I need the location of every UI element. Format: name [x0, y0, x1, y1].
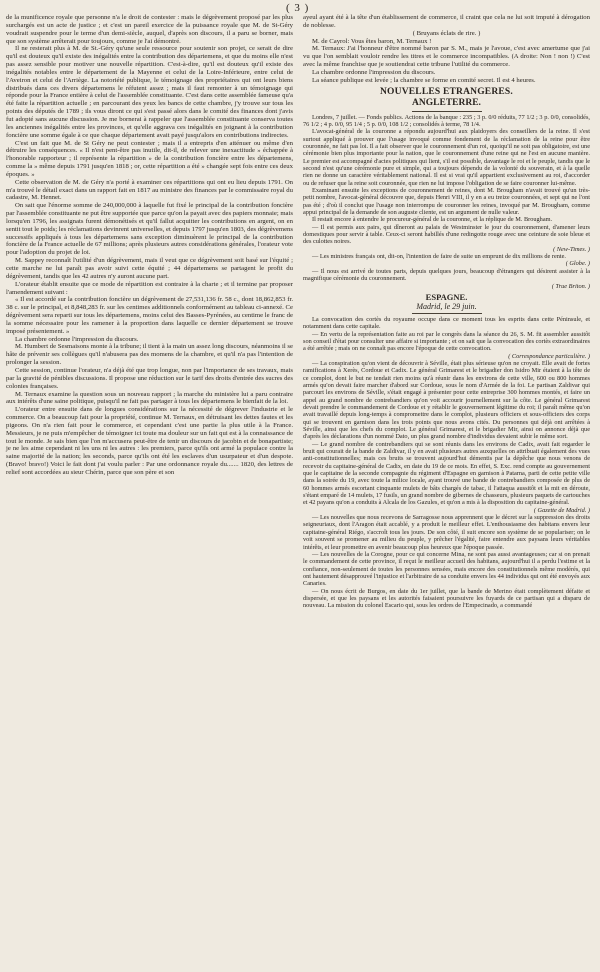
- paragraph: La séance publique est levée ; la chambre se forme en comité secret. Il est 4 heures.: [312, 76, 536, 84]
- section-title: NOUVELLES ETRANGERES.: [379, 86, 513, 97]
- source-credit: ( Globe. ): [565, 260, 590, 268]
- paragraph: La convocation des cortès du royaume occupe dans ce moment tous les esprits dans cette Péninsule, et notamment dans cette capitale.: [303, 315, 590, 331]
- paragraph: ( Bruyans éclats de rire. ): [412, 29, 481, 37]
- paragraph: L'avocat-général de la couronne a répondu aujourd'hui aux plaidoyers des conseillers de la reine. Il s'est surtout appliqué à prouver que l'usage invoqué comme fondement de la réclamation de la reine pour être couronnée, ne fait pas loi. Il a fait observer que le couronnement d'un roi, quoiqu'il ne soit pas obligatoire, est une cérémonie bien plus importante pour la nation, que le couronnement d'une reine qui ne l'est en aucune manière. Le premier est accompagné d'actes politiques qui lient, s'il est possible, davantage le roi et le peuple, tandis que le second n'est qu'une cérémonie pure et simple, qui a toujours dépendu de la volonté du souverain, et à la quelle rien ne donne un caractère véritablement national. Il est si vrai qu'il appartient exclusivement au roi, d'accorder ou de refuser que la reine soit couronnée, que rien ne lui impose l'obligation de se faire couronner lui-même.: [303, 128, 590, 187]
- paragraph: La chambre ordonne l'impression du discours.: [15, 335, 139, 343]
- paragraph: — Il est permis aux pairs, qui dîneront au palais de Westminster le jour du couronnement, d'amener leurs domestiques pour servir à table. Ceux-ci seront habillés d'une redingotte rouge avec une ceinture de soie bleue et des culottes noires.: [303, 223, 590, 246]
- divider: [412, 313, 482, 314]
- dateline: Madrid, le 29 juin.: [416, 301, 477, 311]
- england-heading: ANGLETERRE.: [412, 97, 481, 108]
- right-column: [303, 14, 590, 610]
- paragraph: C'est un fait que M. de St Géry ne peut contester ; mais il a entrepris d'en atténuer ou même d'en détruire les conséquences. « Il n'est pent-être pas inutile, dit-il, de relever une inexactitude » échappée à l'honorable rapporteur ; il représente la répartition » de la contribution foncière entre les départemens, comme la » même depuis 1791 jusqu'en 1818 ; or, cette répartition a été » changée sept fois entre ces deux époques. »: [6, 139, 293, 178]
- paragraph: Cette observation de M. de Géry n'a porté à examiner ces répartitions qui ont eu lieu depuis 1791. On m'a trouvé le détail exact dans un rapport fait en 1817 au ministre des finances par le commissaire royal du cadastre, M. Hennet.: [6, 178, 293, 202]
- paragraph: M. de Cayrol: Vous êtes baron, M. Ternaux !: [312, 37, 432, 45]
- paragraph: M. Humbert de Sesmaisons monte à la tribune; il tient à la main un assez long discours, néanmoins il se hâte de prévenir ses collègues qu'il n'abusera pas des momens de la chambre, et qu'il n'a pas l'intention de prolonger la session.: [6, 343, 293, 367]
- paragraph: — Les ministres français ont, dit-on, l'intention de faire de suite un emprunt de dix millions de rente.: [312, 253, 566, 261]
- paragraph: — Il nous est arrivé de toutes parts, depuis quelques jours, beaucoup d'étrangers qui désirent assister à la magnifique cérémonie du couronnement.: [303, 267, 590, 283]
- paragraph: ayeul ayant été à la tête d'un établissement de commerce, il craint que cela ne lui soit imputé à dérogation de noblesse.: [303, 14, 590, 29]
- source-credit: ( Gazette de Madrid. ): [533, 506, 590, 514]
- paragraph: de la munificence royale que personne n'a le droit de contester : mais le dégrèvement proposé par les plus surchargés est un acte de justice ; et c'est un pareil exercice de la puissance royale que M. de St-Géry voudrait suspendre pour le terme d'un demi-siècle, auquel, d'après son discours, il a paru se borner, mais que son système arrêterait pour toujours, comme je l'ai démontré.: [6, 14, 293, 45]
- paragraph: M. Ternaux examine la question sous un nouveau rapport ; la marche du ministère lui a paru contraire aux intérêts d'une saine politique, puisqu'il ne fait pas partager à tous les départemens le bienfait de la loi.: [6, 390, 293, 406]
- paragraph: — Les nouvelles que nous recevons de Sarragosse nous apprennent que le décret sur la suppression des droits seigneuriaux, dont l'Aragon était accablé, y a produit le meilleur effet. L'enthousiasme des habitans envers leur capitaine-général Riégo, s'accroît tous les jours. De son côté, il suit encore son système de se populariser; on le voit souvent se promener au milieu du peuple, y prêcher l'égalité, faire entendre aux paysans leurs véritables intérêts, et leur promettre en avenir beaucoup plus heureux que l'époque passée.: [303, 514, 590, 551]
- paragraph: Cette session, continue l'orateur, n'a déjà été que trop longue, non par l'importance de ses travaux, mais par la gravité de pénibles discussions. Il propose une réduction sur le tarif des droits d'entrée des sucres des colonies françaises.: [6, 366, 293, 390]
- paragraph: On sait que l'énorme somme de 240,000,000 à laquelle fut fixé le principal de la contribution foncière par l'assemblée constituante ne put être supportée que parce qu'on la payait avec des papiers monnaie; mais lorsqu'en 1796, les assignats furent démonétisés et qu'il fallut acquitter les contributions en argent, on en sentit tout le poids; les réclamations devinrent universelles, et depuis 1797 jusqu'en 1803, des dégrèvemens successifs appliqués à tous les départemens sans exception diminuèrent le principal de la contribution foncière de la France actuelle de 67 millions; après plusieurs autres considérations générales, l'orateur vote pour l'adoption du projet de loi.: [6, 202, 293, 257]
- paragraph: M. Sappey reconnaît l'utilité d'un dégrèvement, mais il veut que ce dégrèvement soit basé sur l'équité ; cette marche ne lui paraît pas avoir suivi cette équité ; 44 départemens se partagent le profit du dégrèvement, tandis que les 42 autres n'y auront aucune part.: [6, 257, 293, 280]
- paragraph: — On nous écrit de Burgos, en date du 1er juillet, que la bande de Merino était complètement défaite et dispersée, et que les paysans et les autorités faisaient poursuivre les fuyards de ce partisan qui a disparu de nouveau. La mission du colonel Escario qui, sous les ordres de l'Empecinado, a commandé: [303, 587, 590, 610]
- paragraph: Londres, 7 juillet. — Fonds publics. Actions de la banque : 235 ; 3 p. 0/0 réduits, 77 1/2 ; 3 p. 0/0, consolidés, 76 1/2 ; 4 p. 0/0, 95 1/4 ; 5 p. 0/0, 108 1/2 ; consolidés à terme, 78 1/4.: [303, 113, 590, 128]
- paragraph: « Il est accordé sur la contribution foncière un dégrèvement de 27,531,136 fr. 58 c., dont 18,862,853 fr. 38 c. sur le principal, et 8,848,283 fr. sur les centimes additionnels conformément au tableau ci-annexé. Ce dégrèvement sera reparti sur tous les départemens, moins celui des Basses-Pyrénées, au centime le franc de la somme nécessaire pour les ramener à la proportion dans laquelle ce dernier département se trouve imposé présentement. »: [6, 296, 293, 335]
- source-credit: ( True Briton. ): [551, 282, 590, 290]
- paragraph: L'orateur établit ensuite que ce mode de répartition est contraire à la charte ; et il termine par proposer l'amendement suivant :: [6, 280, 293, 296]
- paragraph: — Les nouvelles de la Corogne, pour ce qui concerne Mina, ne sont pas aussi avantageuses; car si on prenait le commandement de cette province, il reçut le meilleur accueil des habitans, aujourd'hui il a perdu l'estime et la confiance, non-seulement de toutes les personnes sensées, mais encore des constitutionnels même modérés, qui ont hautement désapprouvé l'injustice et l'arbitraire de sa conduite envers les 44 individus qui ont été envoyés aux Canaries.: [303, 550, 590, 588]
- paragraph: — La conspiration qu'on vient de découvrir à Séville, était plus sérieuse qu'on ne croyait. Elle avait de fortes ramifications à Xerès, Cordoue et Cadix. Le général Grimarest et le brigadier don Isidro Mir étaient à la tête de ce complot, dont le but ne tendait rien moins qu'à réunir dans les environs de cette ville, 600 ou 800 hommes armés qu'on devait faire marcher d'abord sur Cordoue, sous le nom d'Armée de la foi. Le partisan Zaldivar qui parcourt les environs de Séville, s'était engagé à présenter pour cette entreprise 300 hommes montés, et faire un appel au grand nombre de contrebandiers qu'on voit accourir journellement sur la côte. Le général Grimarest devait prendre le commandement de Cordoue et y rétablir le gouvernement légitime du roi; il paraît même qu'on avait travaillé depuis long-temps à compromettre dans le complot, plusieurs officiers et sous-officiers des corps qui se trouvent en garnison dans les trois points que nous avons cités. Du personnes qui déjà ont arrêtées à Séville, ainsi que les chefs du complot. Le général Grimarest, et le brigadier Mir, ainsi on annonce déjà que d'après les déclarations d'un nommé Dato, un plus grand nombre d'individus devaient subir le même sort.: [303, 359, 590, 441]
- source-credit: ( Correspondance particulière. ): [508, 352, 590, 360]
- paragraph: Examinant ensuite les exceptions de couronnement de reines, dont M. Brougham n'avait trouvé qu'un très-petit nombre, l'avocat-général découvre que, depuis Henri VIII, il y en a eu treize couronnées, et sept qui ne l'ont pas été ; d'où il conclut que l'usage non interrompu de couronner les reines, invoqué par M. Brougham, comme appui principal de la demande de son auguste cliente, est un argument de nulle valeur.: [303, 187, 590, 217]
- page-number: ( 3 ): [286, 2, 310, 14]
- paragraph: Il restait encore à entendre le procureur-général de la couronne, et la réplique de M. Brougham.: [312, 216, 553, 224]
- paragraph: M. Ternaux: J'ai l'honneur d'être nommé baron par S. M., mais je l'avoue, c'est avec amertume que j'ai vu que l'on semblait vouloir rendre les titres et le commerce incompatibles. (A droite: Non ! non !) C'est avec la même franchise que je soutiendrai cette tribune l'utilité du commerce.: [303, 45, 590, 69]
- spain-heading: ESPAGNE.: [425, 291, 468, 302]
- paragraph: — En vertu de la représentation faite au roi par le congrès dans la séance du 26, S. M. fit assembler aussitôt son conseil d'état pour consulter une affaire si importante ; et on sait que la convocation des cortès extraordinaires a été arrêtée ; mais on ne connaît pas encore l'époque de cette convocation.: [303, 330, 590, 353]
- divider: [412, 111, 482, 112]
- paragraph: Il ne resterait plus à M. de St.-Géry qu'une seule ressource pour soutenir son projet, ce serait de dire qu'il est douteux qu'il existe des inégalités entre la contribution des départemens, et que du moins elle n'est pas assez sensible pour motiver une nouvelle répartition. C'est-à-dire, qu'il est douteux qu'il existe des inégalités notables entre le département de la Mayenne et celui de la Loire-Inférieure, entre celui de l'Aveiron et celui de l'Arriège. La notoriété publique, le témoignage des propriétaires qui ont leurs biens distribués dans ces divers départemens le réfutent assez ; mais il faut remonter à un témoignage qui réponde pour la France entière à celui de l'assemblée constituante. C'est dans cette assemblée fameuse qu'a été faite la répartition actuelle ; en parcourant des yeux les bancs de cette chambre, j'y trouve sur tous les points des députés de 1789 ; ils vous diront ce qui s'est passé alors dans le comité des finances dont j'avis fut adopté sans aucune discussion. Je me bornerai à rappeler que l'assemblée constituante conserva toutes les anciennes inégalités entre les provinces, et qu'elle aggrava ces inégalités en joignant à la contribution foncière une somme égale à ce que chaque département avait payé jusqu'alors en contributions indirectes.: [6, 45, 293, 139]
- source-credit: ( New-Times. ): [553, 245, 590, 253]
- paragraph: L'orateur entre ensuite dans de longues considérations sur la nécessité de dégrever l'industrie et le commerce. On a beaucoup fait pour la propriété, continue M. Ternaux, en détruisant les dettes fautes et les pigeons. On n'a rien fait pour le commerce, et cependant c'est une partie la plus utile à la France. Messieurs, je ne puis m'empêcher de témoigner ici toute ma douleur sur un fait qui est à la connaissance de tout le monde. Je sais bien que l'on m'accusera peut-être de tenir un discours de jacobin et de bonapartiste; je ne les aime cependant ni les uns ni les autres : les premiers, parce qu'ils ont armé la populace contre la saine majorité de la nation; les seconds, parce qu'ils ont été les esclaves d'un usurpateur et d'un despote. (Bravo! bravo!) Voici le fait dont j'ai voulu parler : Par une ordonnance royale du....... 1820, des lettres de relief sont accordées au sieur Chérin, parce que son père et son: [6, 406, 293, 476]
- left-column: [6, 14, 293, 477]
- paragraph: La chambre ordonne l'impression du discours.: [312, 68, 436, 76]
- paragraph: — Le grand nombre de contrebandiers qui se sont réunis dans les environs de Cadix, avait fait regarder le bruit qui courait de la bande de Zaldivar, il y en avait plusieurs autres auxquelles on attribuait également des vues anti-constitutionnelles; mais ces bruits se trouvent aujourd'hui démentis par la dépêche que nous venons de recevoir du capitaine-général de Cadix, en date du 19 de ce mois. En effet, S. Exc. rend compte au gouvernement que le capitaine de la seconde compagnie du régiment d'Espagne en garnison à Patarna, parti de cette petite ville dans la soirée du 19, avec toute la milice locale, ayant trouvé une bande de contrebandiers composée de plus de 60 hommes armés escortant cinquante mulets de bâts chargés de tabac, il l'attaqua aussitôt et la mit en déroute, s'étant emparé de 14 mulets, 17 fusils, un grand nombre de gibernes de chasseurs, plusieurs paquets de cartouches et 42 payans qu'on a conduits à Alcala de los Gazules, et qu'on a mis à la disposition du capitaine-général.: [303, 440, 590, 507]
